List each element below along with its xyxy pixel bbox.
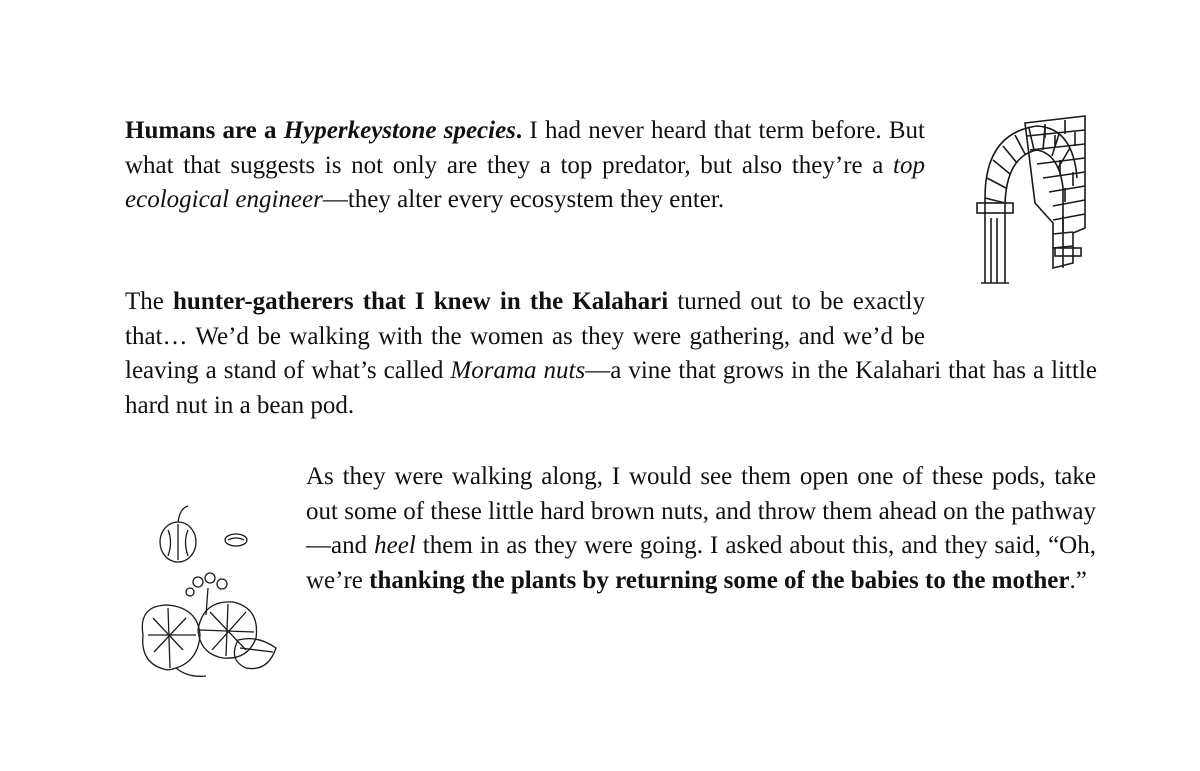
- paragraph-hyperkeystone: [125, 114, 925, 218]
- paragraph1-text-a: I had never heard that term before. But what that suggests is not only are they a top predator, but also they’re a: [125, 117, 925, 179]
- paragraph3-text-b: them in as they were going. I asked about this, and they said, “Oh, we’re: [306, 532, 1096, 594]
- bold-lead-text: Humans are a: [125, 117, 284, 144]
- paragraph1-text-b: —they alter every ecosystem they enter.: [322, 186, 725, 213]
- paragraph-kalahari: [125, 285, 1097, 423]
- paragraph2-text-a: The: [125, 288, 174, 315]
- hyperkeystone-term: Hyperkeystone species: [283, 117, 516, 144]
- hunter-gatherers-phrase: hunter-gatherers that I knew in the Kalahari: [173, 288, 669, 315]
- lead-bold: [125, 117, 522, 144]
- heel-term: heel: [374, 532, 416, 559]
- paragraph2-text-b: turned out to be exactly that… We’d be walking with the women as they were gathering, and we’d be leaving a stand of what’s called: [125, 288, 925, 384]
- paragraph3-text-a: As they were walking along, I would see them open one of these pods, take out some of these little hard brown nuts, and throw them ahead on the pathway—and: [306, 463, 1096, 559]
- arch-float-gap: [925, 285, 1097, 354]
- stone-arch-illustration: [955, 108, 1105, 288]
- thanking-plants-phrase: thanking the plants by returning some of the babies to the mother: [369, 566, 1070, 594]
- ecological-engineer-term: top ecological engineer: [125, 151, 925, 213]
- paragraph-thanking-plants: [306, 460, 1096, 598]
- paragraph3-text-c: .”: [1069, 566, 1087, 594]
- morama-nuts-term: Morama nuts: [450, 357, 586, 384]
- paragraph2-text-c: —a vine that grows in the Kalahari that has a little hard nut in a bean pod.: [125, 357, 1097, 419]
- bold-period: .: [515, 117, 523, 144]
- morama-plant-illustration: [128, 500, 283, 680]
